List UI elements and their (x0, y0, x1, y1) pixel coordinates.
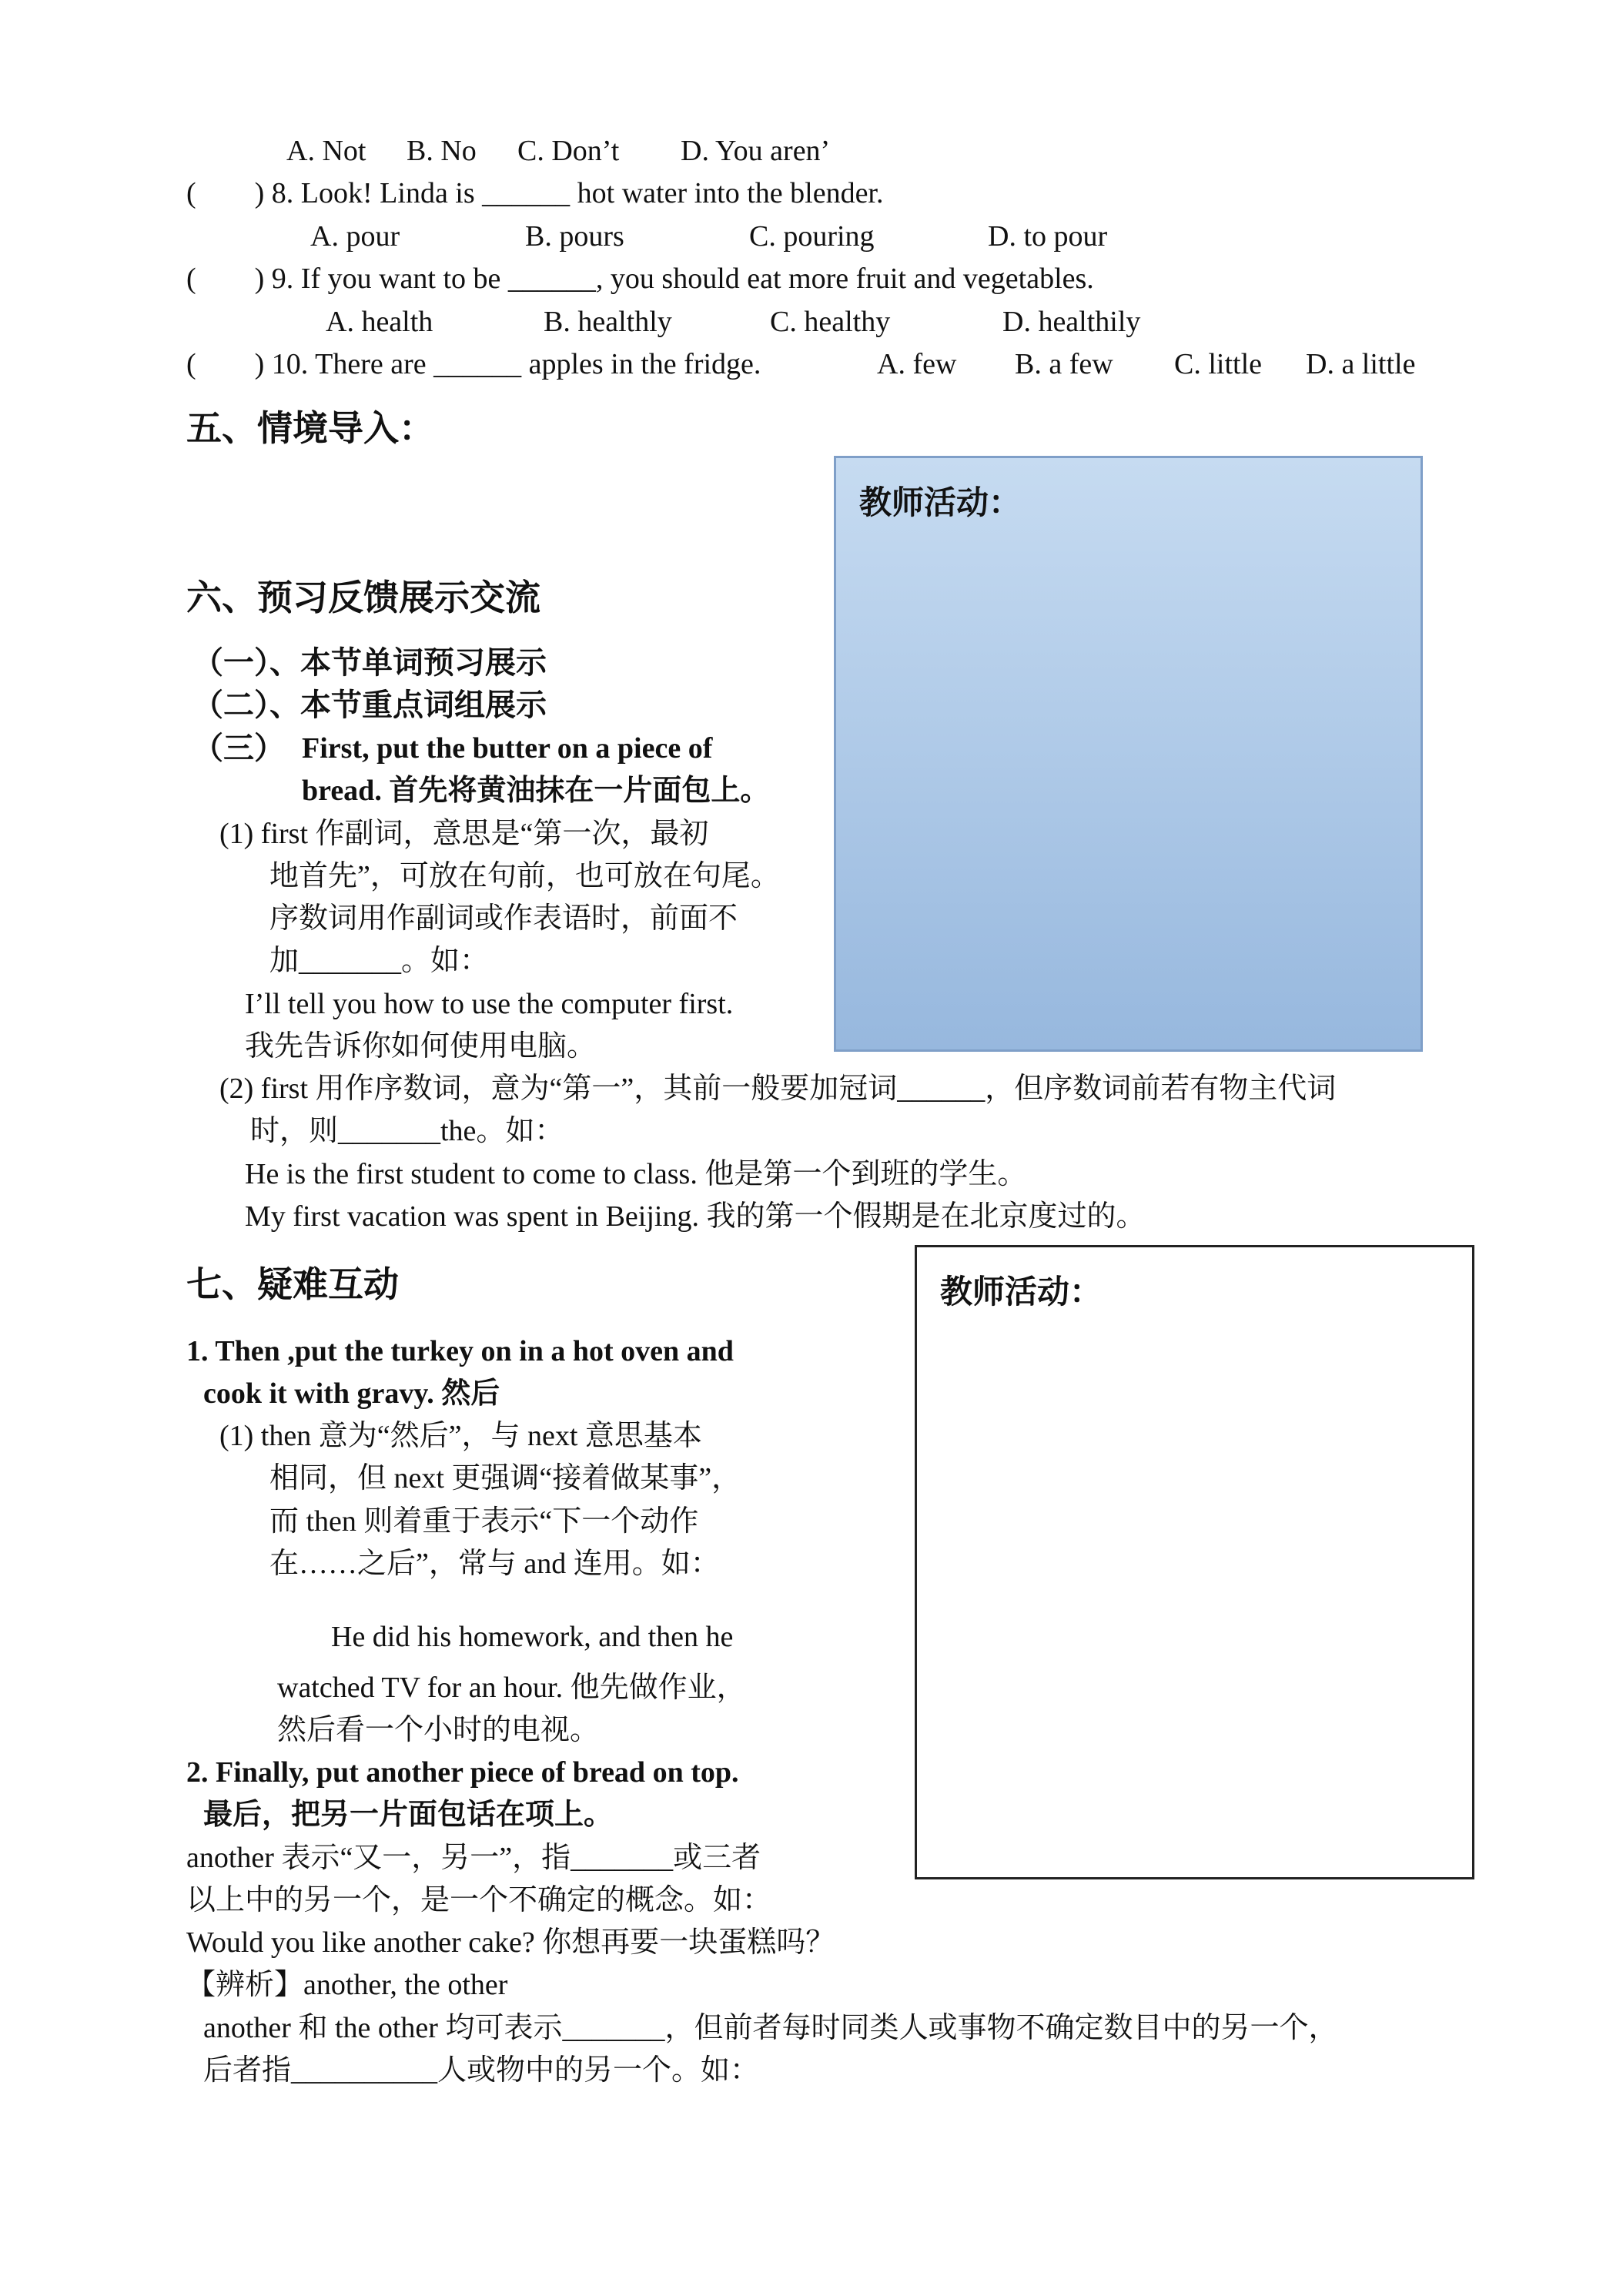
section7-item1-p-line2: 相同，但 next 更强调“接着做某事”， (269, 1462, 741, 1494)
teacher-activity-box-2[interactable] (915, 1245, 1474, 1879)
section6-sub1: （一）、本节单词预习展示 (192, 645, 547, 681)
q9-option-a: A. health (326, 306, 433, 338)
q8-stem: ( ) 8. Look! Linda is ______ hot water into the blender. (186, 177, 884, 209)
q8-option-d: D. to pour (988, 220, 1108, 253)
section7-item1-p-line1: (1) then 意为“然后”，与 next 意思基本 (219, 1420, 702, 1452)
section5-title: 五、情境导入： (186, 407, 434, 449)
q9-option-c: C. healthy (770, 306, 891, 338)
q9-option-b: B. healthly (544, 306, 672, 338)
q8-option-b: B. pours (525, 220, 624, 253)
section6-p1-line3: 序数词用作副词或作表语时，前面不 (269, 902, 738, 935)
q8-option-c: C. pouring (749, 220, 875, 253)
q10-stem: ( ) 10. There are ______ apples in the fridge. (186, 348, 761, 380)
q7-option-c: C. Don’t (517, 135, 620, 167)
section7-item1-p-line3: 而 then 则着重于表示“下一个动作 (269, 1505, 699, 1538)
teacher-activity-box-1[interactable] (834, 456, 1423, 1052)
teacher-activity-label-2: 教师活动： (940, 1273, 1103, 1310)
section7-another-line2: 以上中的另一个，是一个不确定的概念。如： (186, 1884, 772, 1916)
section6-example1-cn: 我先告诉你如何使用电脑。 (245, 1030, 597, 1063)
q10-option-b: B. a few (1015, 348, 1113, 380)
q9-stem: ( ) 9. If you want to be ______, you should eat more fruit and vegetables. (186, 263, 1094, 295)
q8-option-a: A. pour (310, 220, 400, 253)
section6-example1-en: I’ll tell you how to use the computer first. (245, 988, 734, 1020)
section6-sub3-line2: bread. 首先将黄油抹在一片面包上。 (302, 775, 770, 807)
q10-option-a: A. few (877, 348, 957, 380)
section6-p1-line1: (1) first 作副词，意思是“第一次，最初 (219, 818, 709, 850)
section7-bianxi-line1: another 和 the other 均可表示_______，但前者每时同类人或事物不确定数目中的另一个， (203, 2012, 1338, 2044)
section6-p1-line4: 加_______。如： (269, 945, 490, 977)
teacher-activity-label-1: 教师活动： (859, 484, 1022, 521)
section6-title: 六、预习反馈展示交流 (186, 577, 540, 618)
section7-title: 七、疑难互动 (186, 1263, 399, 1305)
section6-example3: My first vacation was spent in Beijing. 我的第一个假期是在北京度过的。 (245, 1200, 1146, 1233)
section7-item2-line2: 最后，把另一片面包话在项上。 (203, 1799, 614, 1831)
q9-option-d: D. healthily (1002, 306, 1141, 338)
section7-item1-line1: 1. Then ,put the turkey on in a hot oven and (186, 1335, 734, 1367)
section7-another-example: Would you like another cake? 你想再要一块蛋糕吗？ (186, 1926, 835, 1959)
section7-item1-example-line2: watched TV for an hour. 他先做作业， (277, 1672, 746, 1704)
section6-sub2: （二）、本节重点词组展示 (192, 688, 547, 723)
section7-bianxi-heading: 【辨析】another, the other (186, 1969, 508, 2001)
section6-p1-line2: 地首先”，可放在句前，也可放在句尾。 (269, 860, 780, 892)
section6-example2: He is the first student to come to class. 他是第一个到班的学生。 (245, 1158, 1027, 1190)
section6-sub3-num: （三） (192, 731, 285, 766)
section7-item2-line1: 2. Finally, put another piece of bread on top. (186, 1756, 739, 1789)
q7-option-a: A. Not (286, 135, 366, 167)
section7-item1-example-line3: 然后看一个小时的电视。 (277, 1714, 600, 1746)
section7-bianxi-line2: 后者指__________人或物中的另一个。如： (203, 2054, 760, 2087)
section6-p2-line1: (2) first 用作序数词，意为“第一”，其前一般要加冠词______，但序数词前若有物主代词 (219, 1073, 1337, 1105)
section6-p2-line2: 时，则_______the。如： (250, 1115, 564, 1147)
q10-option-d: D. a little (1306, 348, 1416, 380)
section7-item1-line2: cook it with gravy. 然后 (203, 1377, 500, 1410)
section7-another-line1: another 表示“又一，另一”，指_______或三者 (186, 1842, 761, 1874)
section6-sub3-line1: First, put the butter on a piece of (302, 732, 713, 765)
q10-option-c: C. little (1174, 348, 1262, 380)
q7-option-b: B. No (407, 135, 477, 167)
section7-item1-example-line1: He did his homework, and then he (331, 1621, 734, 1653)
section7-item1-p-line4: 在……之后”，常与 and 连用。如： (269, 1548, 720, 1580)
q7-option-d: D. You aren’ (681, 135, 831, 167)
